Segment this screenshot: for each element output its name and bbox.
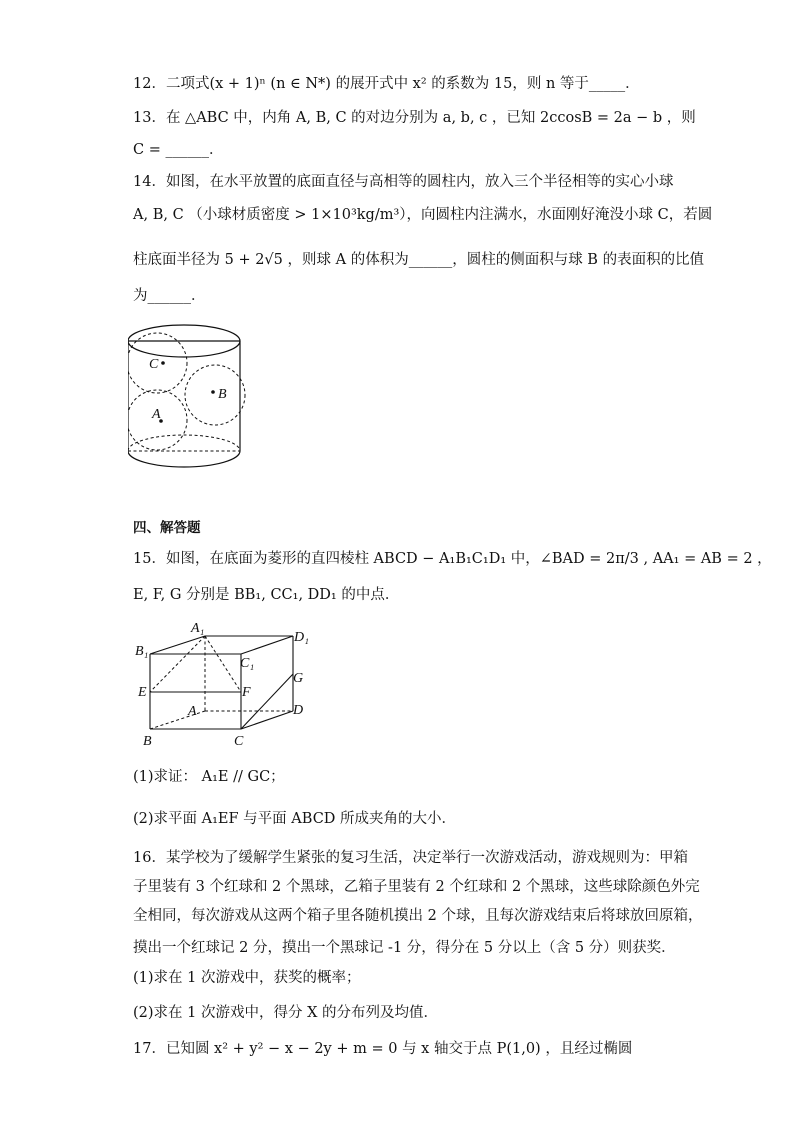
segment-g-c xyxy=(241,674,293,729)
label-d1: D₁ xyxy=(294,630,309,645)
edge-b-a xyxy=(150,711,205,729)
cylinder-figure xyxy=(128,318,258,478)
label-b1: B₁ xyxy=(135,644,149,659)
q15-text-line1: 15．如图，在底面为菱形的直四棱柱 ABCD − A₁B₁C₁D₁ 中，∠BAD = 2π/3 , AA₁ = AB = 2 ， xyxy=(133,551,772,567)
label-b: B xyxy=(143,734,152,749)
segment-a1-f xyxy=(205,636,241,692)
edge-c1-d1 xyxy=(241,636,293,654)
label-f: F xyxy=(242,685,251,700)
cylinder-bottom-front xyxy=(128,451,240,467)
q15-part2: (2)求平面 A₁EF 与平面 ABCD 所成夹角的大小． xyxy=(133,811,457,827)
label-a: A xyxy=(152,407,161,422)
cylinder-bottom-back xyxy=(128,435,240,451)
segment-a1-e xyxy=(150,636,205,692)
q14-text-line3: 柱底面半径为 5 + 2√5 ，则球 A 的体积为______，圆柱的侧面积与球 B 的表面积的比值 xyxy=(133,252,705,268)
q16-part2: (2)求在 1 次游戏中，得分 X 的分布列及均值． xyxy=(133,1005,439,1021)
label-a: A xyxy=(188,704,197,719)
q16-part1: (1)求在 1 次游戏中，获奖的概率； xyxy=(133,970,361,986)
ball-b xyxy=(185,365,245,425)
label-a1: A₁ xyxy=(191,621,205,636)
label-c1: C₁ xyxy=(240,656,255,671)
q17-text-line1: 17．已知圆 x² + y² − x − 2y + m = 0 与 x 轴交于点 P(1,0) ，且经过椭圆 xyxy=(133,1041,633,1057)
q16-text-line2: 子里装有 3 个红球和 2 个黑球，乙箱子里装有 2 个红球和 2 个黑球，这些球除颜色外完 xyxy=(133,879,700,895)
q12-text: 12．二项式(x + 1)ⁿ (n ∈ N*) 的展开式中 x² 的系数为 15，则 n 等于_____． xyxy=(133,76,640,92)
label-b: B xyxy=(218,387,227,402)
section-heading: 四、解答题 xyxy=(133,520,201,536)
q16-text-line1: 16．某学校为了缓解学生紧张的复习生活，决定举行一次游戏活动，游戏规则为：甲箱 xyxy=(133,850,688,866)
q16-text-line3: 全相同，每次游戏从这两个箱子里各随机摸出 2 个球，且每次游戏结束后将球放回原箱， xyxy=(133,908,703,924)
label-c: C xyxy=(149,357,159,372)
q15-text-line2: E, F, G 分别是 BB₁, CC₁, DD₁ 的中点． xyxy=(133,587,400,603)
q14-text-line4: 为______． xyxy=(133,288,206,304)
label-e: E xyxy=(138,685,147,700)
label-g: G xyxy=(293,671,304,686)
prism-figure xyxy=(130,618,320,753)
label-d: D xyxy=(293,703,304,718)
q16-text-line4: 摸出一个红球记 2 分，摸出一个黑球记 -1 分，得分在 5 分以上（含 5 分）则获奖． xyxy=(133,940,676,956)
q14-text-line1: 14．如图，在水平放置的底面直径与高相等的圆柱内，放入三个半径相等的实心小球 xyxy=(133,174,674,190)
ball-c-center xyxy=(161,361,165,365)
q14-text-line2: A, B, C （小球材质密度 > 1×10³kg/m³），向圆柱内注满水，水面刚好淹没小球 C，若圆 xyxy=(133,207,713,223)
ball-b-center xyxy=(211,390,215,394)
label-c: C xyxy=(234,734,244,749)
q13-text-line1: 13．在 △ABC 中，内角 A, B, C 的对边分别为 a, b, c ，已知 2ccosB = 2a − b ，则 xyxy=(133,110,696,126)
q13-text-line2: C = ______． xyxy=(133,142,224,158)
q15-part1: (1)求证： A₁E // GC； xyxy=(133,769,285,785)
